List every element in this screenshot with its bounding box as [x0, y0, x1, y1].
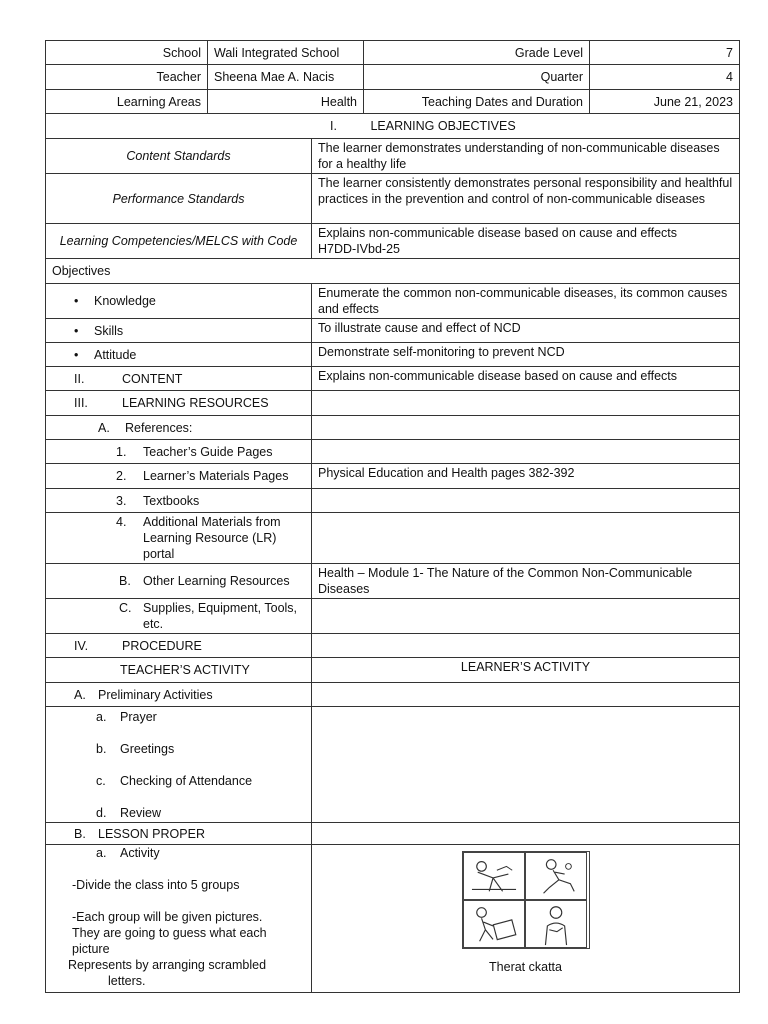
lesson-proper-label-cell: [46, 823, 312, 845]
lesson-proper-value: [312, 823, 740, 845]
preliminary-items-cell: [46, 707, 312, 823]
resources-number: III.: [74, 396, 88, 410]
skills-label-cell: [46, 319, 312, 343]
learners-materials-label: Learner’s Materials Pages: [143, 469, 289, 483]
other-resources-label: Other Learning Resources: [143, 574, 290, 588]
greetings-label: Greetings: [120, 742, 175, 756]
review-label: Review: [120, 806, 161, 820]
learning-competencies-value: [312, 224, 740, 259]
preliminary-items-value: [312, 707, 740, 823]
attitude-label: Attitude: [94, 347, 137, 362]
references-value: [312, 416, 740, 440]
school-value: Wali Integrated School: [208, 41, 364, 65]
references-number: A.: [98, 420, 110, 435]
learning-areas-value: Health: [208, 90, 364, 114]
learners-materials-value: Physical Education and Health pages 382-392: [312, 464, 740, 489]
knowledge-label: Knowledge: [94, 294, 156, 308]
additional-materials-label-cell: [46, 513, 312, 564]
quarter-label: Quarter: [364, 65, 590, 90]
man-clutching-chest-picture: [463, 852, 525, 900]
teachers-guide-label: Teacher’s Guide Pages: [143, 444, 273, 459]
textbooks-label: Textbooks: [143, 493, 200, 508]
teachers-guide-number: 1.: [116, 444, 127, 459]
section-number: I.: [330, 119, 337, 133]
content-number: II.: [74, 371, 85, 386]
textbooks-number: 3.: [116, 493, 127, 508]
other-resources-number: B.: [119, 574, 131, 588]
supplies-value: [312, 599, 740, 634]
content-standards-label: Content Standards: [46, 139, 312, 174]
section-title: LEARNING OBJECTIVES: [370, 119, 516, 133]
teacher-label: Teacher: [46, 65, 208, 90]
teachers-guide-value: [312, 440, 740, 464]
other-resources-label-cell: [46, 564, 312, 599]
attitude-value: Demonstrate self-monitoring to prevent NCD: [312, 343, 740, 367]
supplies-label: Supplies, Equipment, Tools, etc.: [143, 601, 298, 631]
objectives-label: Objectives: [46, 259, 740, 284]
learners-activity-header: LEARNER’S ACTIVITY: [312, 658, 740, 683]
procedure-label-cell: [46, 634, 312, 658]
prayer-number: a.: [96, 710, 107, 724]
preliminary-activities-label: Preliminary Activities: [98, 687, 213, 702]
learners-materials-number: 2.: [116, 469, 127, 483]
grade-value: 7: [590, 41, 740, 65]
competency-code: H7DD-IVbd-25: [318, 242, 400, 256]
references-label-cell: [46, 416, 312, 440]
attitude-label-cell: [46, 343, 312, 367]
preliminary-activities-label-cell: [46, 683, 312, 707]
content-label: CONTENT: [122, 371, 183, 386]
textbooks-label-cell: [46, 489, 312, 513]
attendance-number: c.: [96, 774, 106, 788]
bullet-icon: •: [74, 323, 79, 338]
teachers-activity-header-cell: [46, 658, 312, 683]
learning-areas-label: Learning Areas: [46, 90, 208, 114]
activity-line-5: letters.: [108, 974, 146, 988]
person-collapsed-picture: [463, 900, 525, 948]
learning-resources-label: LEARNING RESOURCES: [122, 396, 269, 410]
additional-materials-value: [312, 513, 740, 564]
content-value: Explains non-communicable disease based on cause and effects: [312, 367, 740, 391]
learners-materials-label-cell: [46, 464, 312, 489]
learning-resources-label-cell: [46, 391, 312, 416]
greetings-item: [96, 741, 305, 757]
learning-objectives-heading: [46, 114, 740, 139]
references-label: References:: [125, 420, 193, 435]
learning-resources-value: [312, 391, 740, 416]
activity-label: Activity: [120, 846, 160, 860]
header-table: [45, 40, 740, 114]
teachers-activity-header: TEACHER’S ACTIVITY: [120, 663, 250, 677]
lesson-proper-label: LESSON PROPER: [98, 826, 205, 841]
preliminary-activities-value: [312, 683, 740, 707]
attendance-item: [96, 773, 305, 789]
supplies-label-cell: [46, 599, 312, 634]
content-label-cell: [46, 367, 312, 391]
activity-number: a.: [96, 846, 107, 860]
procedure-value: [312, 634, 740, 658]
additional-materials-number: 4.: [116, 515, 127, 529]
review-number: d.: [96, 806, 107, 820]
other-resources-value: Health – Module 1- The Nature of the Common Non-Communicable Diseases: [312, 564, 740, 599]
prayer-item: [96, 709, 305, 725]
skills-value: To illustrate cause and effect of NCD: [312, 319, 740, 343]
bullet-icon: •: [74, 294, 79, 308]
activity-line-4: Represents by arranging scrambled: [68, 958, 267, 972]
prayer-label: Prayer: [120, 710, 157, 724]
teaching-dates-value: June 21, 2023: [590, 90, 740, 114]
performance-standards-label: Performance Standards: [46, 174, 312, 224]
activity-line-3: They are going to guess what each picture: [72, 926, 267, 956]
person-sketch-icon: [526, 853, 586, 899]
performance-standards-value: The learner consistently demonstrates personal responsibility and healthful practices in the prevention and control of non-communicable diseases: [312, 174, 740, 224]
activity-line-1: -Divide the class into 5 groups: [72, 878, 240, 892]
main-table: [45, 113, 740, 993]
additional-materials-label: Additional Materials from Learning Resource (LR) portal: [143, 515, 281, 561]
knowledge-value: Enumerate the common non-communicable diseases, its common causes and effects: [312, 284, 740, 319]
man-chest-pain-picture: [525, 900, 587, 948]
quarter-value: 4: [590, 65, 740, 90]
person-sketch-icon: [464, 853, 524, 899]
review-item: [96, 805, 305, 821]
school-label: School: [46, 41, 208, 65]
greetings-number: b.: [96, 742, 107, 756]
lesson-proper-number: B.: [74, 826, 86, 841]
teachers-guide-label-cell: [46, 440, 312, 464]
teacher-value: Sheena Mae A. Nacis: [208, 65, 364, 90]
competency-text: Explains non-communicable disease based on cause and effects: [318, 226, 678, 240]
attendance-label: Checking of Attendance: [120, 774, 253, 788]
activity-item: [96, 845, 305, 861]
man-kneeling-picture: [525, 852, 587, 900]
preliminary-number: A.: [74, 687, 86, 702]
bullet-icon: •: [74, 347, 79, 362]
procedure-number: IV.: [74, 638, 89, 653]
supplies-number: C.: [119, 601, 132, 615]
content-standards-value: The learner demonstrates understanding of non-communicable diseases for a healthy life: [312, 139, 740, 174]
grade-label: Grade Level: [364, 41, 590, 65]
knowledge-label-cell: [46, 284, 312, 319]
activity-line-2: -Each group will be given pictures.: [72, 910, 263, 924]
person-sketch-icon: [526, 901, 586, 947]
activity-learner-cell: [312, 845, 740, 993]
teaching-dates-label: Teaching Dates and Duration: [364, 90, 590, 114]
scrambled-word: Therat ckatta: [489, 960, 562, 974]
learning-competencies-label: Learning Competencies/MELCS with Code: [46, 224, 312, 259]
person-sketch-icon: [464, 901, 524, 947]
textbooks-value: [312, 489, 740, 513]
procedure-label: PROCEDURE: [122, 638, 202, 653]
activity-picture-grid: [462, 851, 590, 949]
skills-label: Skills: [94, 323, 124, 338]
activity-instructions-cell: [46, 845, 312, 993]
